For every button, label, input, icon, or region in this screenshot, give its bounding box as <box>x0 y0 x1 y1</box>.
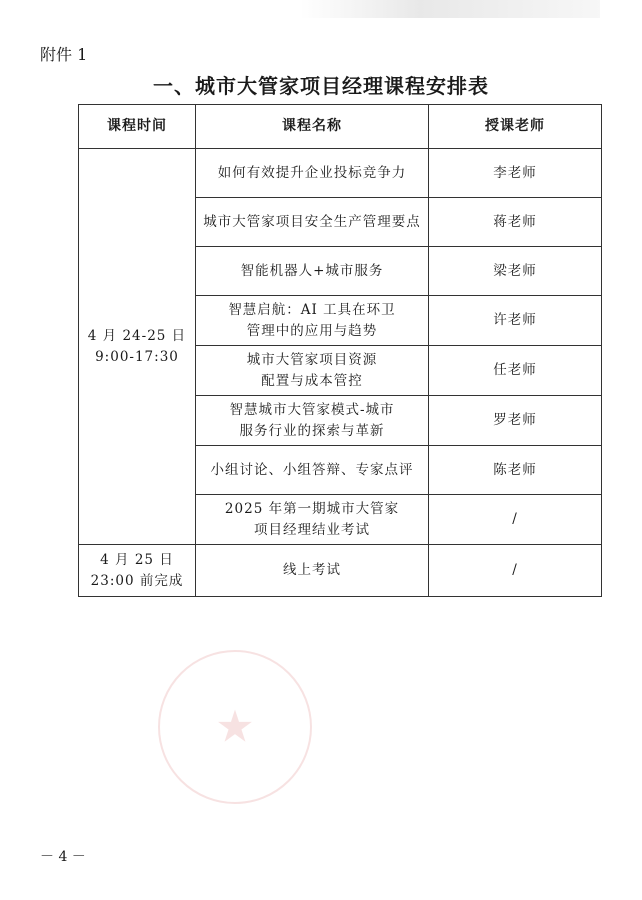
attachment-label: 附件 1 <box>40 45 88 64</box>
course-name-line: 智慧启航：AI 工具在环卫 <box>228 301 396 318</box>
course-schedule-table <box>78 104 602 597</box>
course-name-cell <box>196 446 429 495</box>
course-name-line: 配置与成本管控 <box>261 372 363 389</box>
page-title: 一、城市大管家项目经理课程安排表 <box>153 74 489 98</box>
course-name-line: 城市大管家项目资源 <box>246 351 378 368</box>
table-row <box>79 149 602 198</box>
course-name-line: 小组讨论、小组答辩、专家点评 <box>210 461 414 478</box>
table-row <box>79 545 602 597</box>
teacher-cell: / <box>429 545 602 597</box>
header-course-name: 课程名称 <box>196 105 429 149</box>
course-name-line: 城市大管家项目安全生产管理要点 <box>203 213 421 230</box>
teacher-cell: 罗老师 <box>429 396 602 446</box>
course-name-cell <box>196 247 429 296</box>
session1-hours: 9:00-17:30 <box>95 348 179 365</box>
course-name-cell <box>196 296 429 346</box>
session1-time-cell <box>79 149 196 545</box>
course-name-line: 项目经理结业考试 <box>254 521 370 538</box>
session2-time-cell <box>79 545 196 597</box>
course-name-cell: 线上考试 <box>196 545 429 597</box>
teacher-cell: 蒋老师 <box>429 198 602 247</box>
course-name-cell <box>196 149 429 198</box>
teacher-cell: 梁老师 <box>429 247 602 296</box>
course-name-line: 智能机器人+城市服务 <box>240 262 384 279</box>
header-teacher: 授课老师 <box>429 105 602 149</box>
star-icon: ★ <box>215 701 255 753</box>
teacher-cell: 李老师 <box>429 149 602 198</box>
teacher-cell: 许老师 <box>429 296 602 346</box>
course-name-line: 如何有效提升企业投标竞争力 <box>217 164 407 181</box>
page-number: － 4 － <box>40 849 86 865</box>
course-name-line: 管理中的应用与趋势 <box>246 322 378 339</box>
teacher-cell: / <box>429 495 602 545</box>
faded-official-seal <box>158 650 312 804</box>
course-name-line: 智慧城市大管家模式-城市 <box>229 401 395 418</box>
course-name-cell <box>196 495 429 545</box>
course-name-cell <box>196 346 429 396</box>
session2-date: 4 月 25 日 <box>100 551 174 568</box>
teacher-cell: 任老师 <box>429 346 602 396</box>
session1-date: 4 月 24-25 日 <box>87 327 187 344</box>
course-name-cell <box>196 396 429 446</box>
header-course-time: 课程时间 <box>79 105 196 149</box>
table-header-row <box>79 105 602 149</box>
teacher-cell: 陈老师 <box>429 446 602 495</box>
course-name-cell <box>196 198 429 247</box>
course-name-line: 服务行业的探索与革新 <box>239 422 385 439</box>
course-name-line: 2025 年第一期城市大管家 <box>224 500 400 517</box>
session2-deadline: 23:00 前完成 <box>90 572 184 589</box>
scan-shadow <box>300 0 600 18</box>
